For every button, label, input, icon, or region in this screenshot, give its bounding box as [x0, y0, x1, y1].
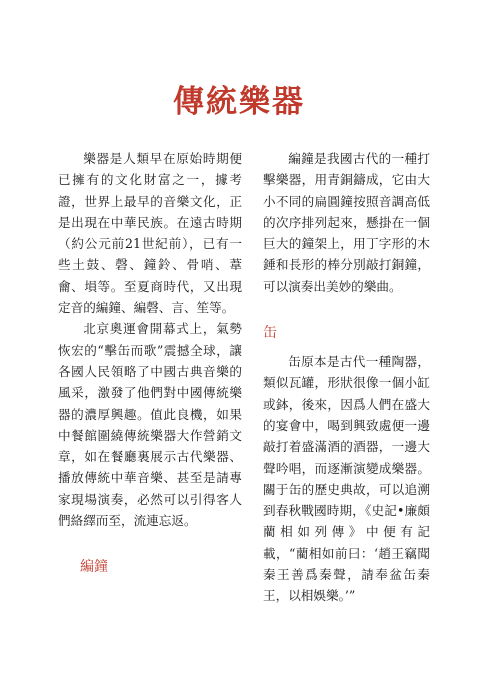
section-heading-bianzhong: 編鐘	[80, 559, 108, 576]
section-heading-fou: 缶	[263, 325, 277, 342]
fou-paragraph: 缶原本是古代一種陶器，類似瓦罐，形狀很像一個小缸或鉢，後來，因爲人們在盛大的宴會中，喝到興致處便一邊敲打着盛滿酒的酒器，一邊大聲吟唱，而逐漸演變成樂器。關于缶的歷史典故，可以追溯到春秋戰國時期，《史記•廉頗藺相如列傳》中便有記載，“藺相如前曰：‘趙王竊聞秦王善爲秦聲，請奉盆缶秦王，以相娛樂。’”	[263, 354, 430, 604]
right-column	[263, 148, 430, 607]
intro-paragraph: 樂器是人類早在原始時期便已擁有的文化財富之一，據考證，世界上最早的音樂文化，正是出現在中華民族。在遠古時期（約公元前21世紀前），已有一些土鼓、磬、鐘鈴、骨哨、葦龠、塤等。至夏商時代，又出現定音的編鐘、編磬、言、笙等。	[58, 151, 242, 316]
bianzhong-paragraph: 編鐘是我國古代的一種打擊樂器，用青銅鑄成，它由大小不同的扁圓鐘按照音調高低的次序排列起來，懸掛在一個巨大的鐘架上，用丁字形的木錘和長形的棒分別敲打銅鐘，可以演奏出美妙的樂曲。	[263, 151, 430, 294]
page-title: 傳統樂器	[173, 84, 305, 120]
left-column	[58, 148, 242, 579]
olympics-paragraph: 北京奧運會開幕式上，氣勢恢宏的“擊缶而歌”震撼全球，讓各國人民領略了中國古典音樂的風采，激發了他們對中國傳統樂器的濃厚興趣。值此良機，如果中餐館圍繞傳統樂器大作營銷文章，如在餐廳裏展示古代樂器、播放傳統中華音樂、甚至是請專家現場演奏，必然可以引得客人們絡繹而至，流連忘返。	[58, 321, 242, 529]
